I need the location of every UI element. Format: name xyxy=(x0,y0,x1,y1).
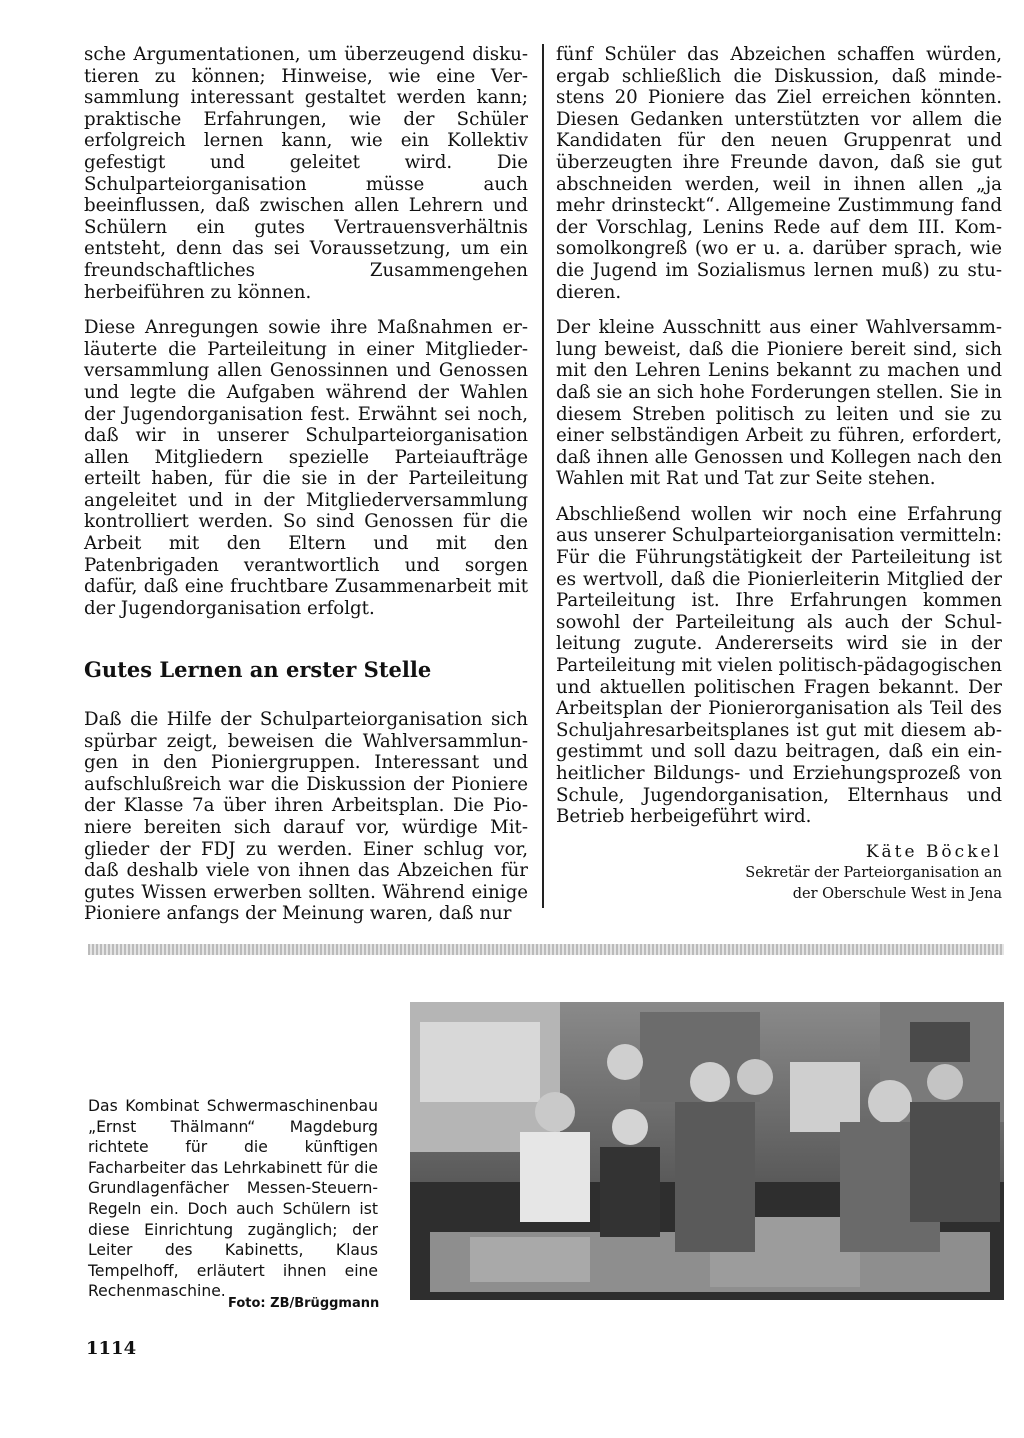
classroom-photo xyxy=(410,1002,1004,1300)
section-paragraph: Daß die Hilfe der Schulparteiorganisation sich spürbar zeigt, beweisen die Wahlversammlungen in den Pioniergruppen. Interessant und aufschlußreich war die Diskussion der Pioniere der Klasse 7a über ihren Arbeitsplan. Die Pioniere bereiten sich darauf vor, würdige Mitglieder der FDJ zu werden. Einer schlug vor, daß deshalb viele von ihnen das Abzeichen für gutes Wissen erwerben sollten. Während einige Pioniere anfangs der Meinung waren, daß nur xyxy=(84,709,528,925)
author-name: Käte Böckel xyxy=(865,841,1002,862)
paragraph-3: fünf Schüler das Abzeichen schaffen würden, ergab schließlich die Diskussion, daß mindestens 20 Pioniere das Ziel erreichen könnten. Diesen Gedanken unterstützten vor allem die Kandidaten für den neuen Gruppenrat und überzeugten ihre Freunde davon, daß sie gut abschneiden werden, weil in ihnen allen „ja mehr drinsteckt“. Allgemeine Zustimmung fand der Vorschlag, Lenins Rede auf dem III. Komsomolkongreß (wo er u. a. darüber sprach, wie die Jugend im Sozialismus lernen muß) zu studieren. xyxy=(556,44,1002,303)
section-heading: Gutes Lernen an erster Stelle xyxy=(84,657,432,683)
author-title-line2: der Oberschule West in Jena xyxy=(792,886,1002,903)
classroom-photo-illustration xyxy=(410,1002,1004,1300)
column-divider xyxy=(542,44,544,908)
photo-credit: Foto: ZB/Brüggmann xyxy=(228,1296,380,1311)
left-column xyxy=(84,44,528,939)
paragraph-5: Abschließend wollen wir noch eine Erfahrung aus unserer Schulparteiorganisation vermitteln: Für die Führungstätigkeit der Parteileitung ist es wertvoll, daß die Pionierleiterin Mitglied der Parteileitung ist. Ihre Erfahrungen kommen sowohl der Parteileitung als auch der Schulleitung zugute. Andererseits wird sie in der Parteileitung mit vielen politisch-pädagogischen und aktuellen politischen Fragen bekannt. Der Arbeitsplan der Pionierorganisation als Teil des Schuljahresarbeitsplanes ist gut mit diesem abgestimmt und soll dazu beitragen, daß ein einheitlicher Bildungs- und Erziehungsprozeß von Schule, Jugendorganisation, Elternhaus und Betrieb herbeigeführt wird. xyxy=(556,503,1002,828)
right-column xyxy=(556,44,1002,905)
section-separator xyxy=(88,944,1004,955)
paragraph-4: Der kleine Ausschnitt aus einer Wahlversammlung beweist, daß die Pioniere bereit sind, sich mit den Lehren Lenins bekannt zu machen und daß sie an sich hohe Forderungen stellen. Sie in diesem Streben politisch zu leiten und sie zu einer selbständigen Arbeit zu führen, erfordert, daß ihnen alle Genossen und Kollegen nach den Wahlen mit Rat und Tat zur Seite stehen. xyxy=(556,317,1002,490)
author-title-line1: Sekretär der Parteiorganisation an xyxy=(745,865,1002,882)
paragraph-1: sche Argumentationen, um überzeugend diskutieren zu können; Hinweise, wie eine Versammlung interessant gestaltet werden kann; praktische Erfahrungen, wie der Schüler erfolgreich lernen kann, wie ein Kollektiv gefestigt und geleitet wird. Die Schulparteiorganisation müsse auch beeinflussen, daß zwischen allen Lehrern und Schülern ein gutes Vertrauensverhältnis entsteht, denn das sei Voraussetzung, um ein freundschaftliches Zusammengehen herbeiführen zu können. xyxy=(84,44,528,303)
paragraph-2: Diese Anregungen sowie ihre Maßnahmen erläuterte die Parteileitung in einer Mitgliederversammlung allen Genossinnen und Genossen und legte die Aufgaben während der Wahlen der Jugendorganisation fest. Erwähnt sei noch, daß wir in unserer Schulparteiorganisation allen Mitgliedern spezielle Parteiaufträge erteilt haben, für die sie in der Parteileitung angeleitet und in der Mitgliederversammlung kontrolliert werden. So sind Genossen für die Arbeit mit den Eltern und mit den Patenbrigaden verantwortlich und sorgen dafür, daß eine fruchtbare Zusammenarbeit mit der Jugendorganisation erfolgt. xyxy=(84,317,528,619)
photo-caption: Das Kombinat Schwermaschinenbau „Ernst Thälmann“ Magdeburg richtete für die künftigen Facharbeiter das Lehrkabinett für die Grundlagenfächer Messen-Steuern-Regeln ein. Doch auch Schülern ist diese Einrichtung zugänglich; der Leiter des Kabinetts, Klaus Tempelhoff, erläutert ihnen eine Rechenmaschine. xyxy=(88,1097,378,1301)
page-number: 1114 xyxy=(86,1338,137,1359)
